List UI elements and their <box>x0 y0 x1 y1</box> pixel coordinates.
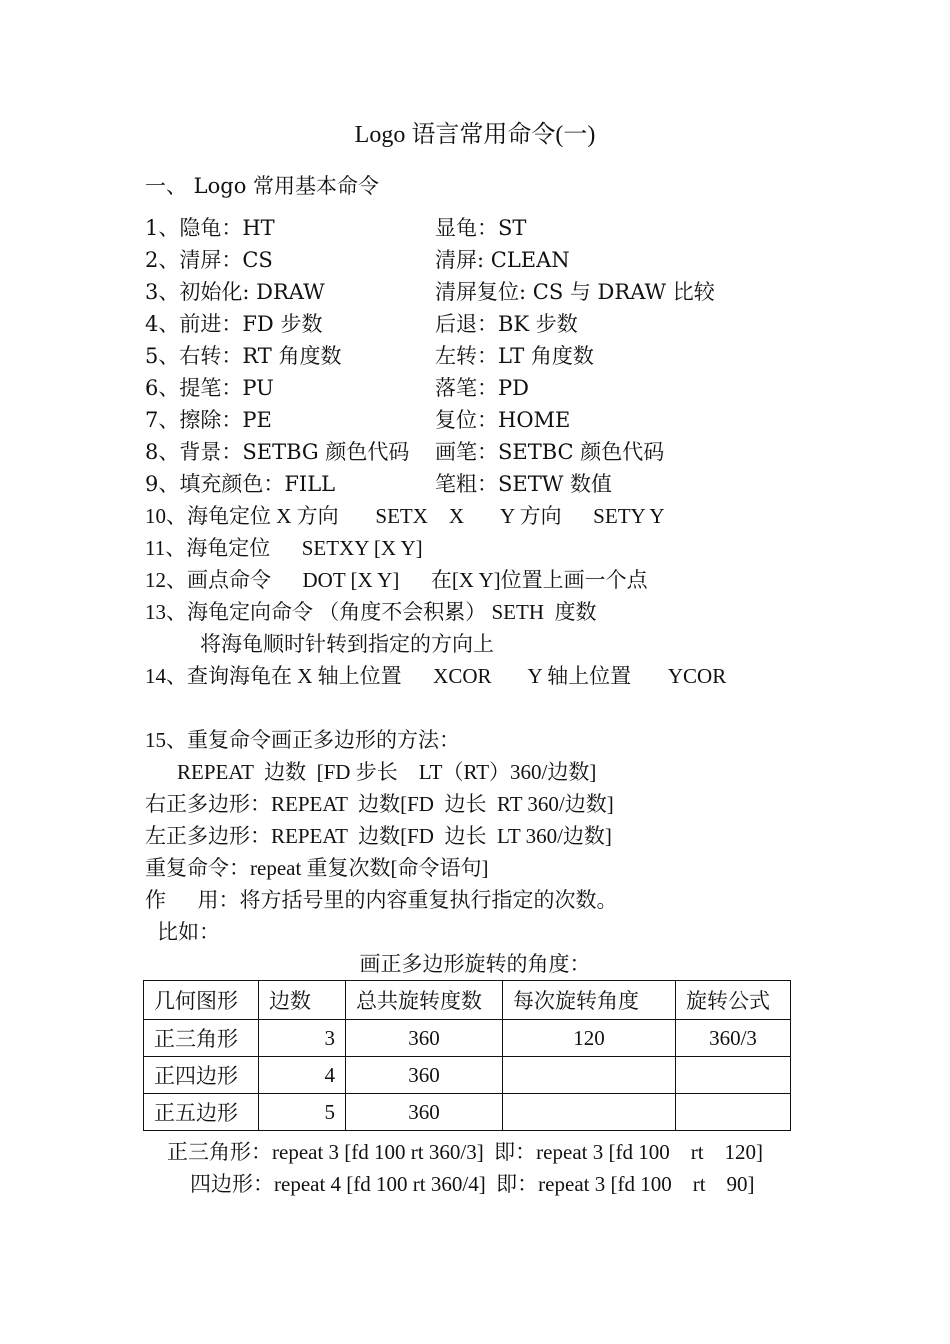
command-left-7: 7、擦除：PE <box>145 408 272 432</box>
command-item-13-note: 将海龟顺时针转到指定的方向上 <box>200 632 494 656</box>
table-cell <box>503 1057 676 1094</box>
command-right-7: 复位：HOME <box>435 408 571 432</box>
repeat-command-line: 重复命令：repeat 重复次数[命令语句] <box>145 856 489 880</box>
command-left-9: 9、填充颜色：FILL <box>145 472 336 496</box>
command-right-1: 显龟：ST <box>435 216 527 240</box>
table-header-cell: 总共旋转度数 <box>346 981 503 1020</box>
command-right-2: 清屏: CLEAN <box>435 248 570 272</box>
table-cell: 120 <box>503 1020 676 1057</box>
example-square: 四边形：repeat 4 [fd 100 rt 360/4] 即：repeat 3 [fd 100 rt 90] <box>190 1172 755 1196</box>
command-item-13: 13、海龟定向命令 （角度不会积累） SETH 度数 <box>145 600 597 624</box>
command-right-5: 左转：LT 角度数 <box>435 344 594 368</box>
command-left-8: 8、背景：SETBG 颜色代码 <box>145 440 410 464</box>
page-title: Logo 语言常用命令(一) <box>354 122 596 148</box>
table-cell: 360 <box>346 1094 503 1131</box>
table-cell <box>503 1094 676 1131</box>
table-row <box>144 1020 791 1057</box>
table-cell: 3 <box>259 1020 346 1057</box>
right-polygon-line: 右正多边形：REPEAT 边数[FD 边长 RT 360/边数] <box>145 792 614 816</box>
table-header-cell: 边数 <box>259 981 346 1020</box>
table-row <box>144 1094 791 1131</box>
example-label: 比如： <box>157 920 220 944</box>
command-right-8: 画笔：SETBC 颜色代码 <box>435 440 665 464</box>
left-polygon-line: 左正多边形：REPEAT 边数[FD 边长 LT 360/边数] <box>145 824 612 848</box>
table-cell: 正三角形 <box>144 1020 259 1057</box>
section-heading: 一、 Logo 常用基本命令 <box>145 174 380 198</box>
rotation-table <box>143 980 791 1131</box>
command-left-1: 1、隐龟：HT <box>145 216 275 240</box>
command-right-9: 笔粗：SETW 数值 <box>435 472 612 496</box>
table-header-cell: 旋转公式 <box>676 981 791 1020</box>
command-right-3: 清屏复位: CS 与 DRAW 比较 <box>435 280 715 304</box>
table-row <box>144 1057 791 1094</box>
table-cell <box>676 1057 791 1094</box>
table-cell: 360/3 <box>676 1020 791 1057</box>
table-caption: 画正多边形旋转的角度： <box>359 952 591 976</box>
command-right-4: 后退：BK 步数 <box>435 312 578 336</box>
repeat-syntax: REPEAT 边数 [FD 步长 LT（RT）360/边数] <box>177 760 597 784</box>
table-cell: 5 <box>259 1094 346 1131</box>
purpose-line: 作 用：将方括号里的内容重复执行指定的次数。 <box>145 888 618 912</box>
command-left-3: 3、初始化: DRAW <box>145 280 325 304</box>
command-left-6: 6、提笔：PU <box>145 376 274 400</box>
command-right-6: 落笔：PD <box>435 376 529 400</box>
table-header-cell: 每次旋转角度 <box>503 981 676 1020</box>
command-item-12: 12、画点命令 DOT [X Y] 在[X Y]位置上画一个点 <box>145 568 648 592</box>
table-cell: 正四边形 <box>144 1057 259 1094</box>
command-left-5: 5、右转：RT 角度数 <box>145 344 342 368</box>
table-header-row <box>144 981 791 1020</box>
command-item-14: 14、查询海龟在 X 轴上位置 XCOR Y 轴上位置 YCOR <box>145 664 727 688</box>
command-item-10: 10、海龟定位 X 方向 SETX X Y 方向 SETY Y <box>145 504 665 528</box>
command-item-11: 11、海龟定位 SETXY [X Y] <box>145 536 423 560</box>
table-cell: 360 <box>346 1057 503 1094</box>
command-left-4: 4、前进：FD 步数 <box>145 312 323 336</box>
table-cell: 4 <box>259 1057 346 1094</box>
command-item-15: 15、重复命令画正多边形的方法： <box>145 728 460 752</box>
table-header-cell: 几何图形 <box>144 981 259 1020</box>
table-cell: 正五边形 <box>144 1094 259 1131</box>
command-left-2: 2、清屏：CS <box>145 248 273 272</box>
table-cell: 360 <box>346 1020 503 1057</box>
table-cell <box>676 1094 791 1131</box>
example-triangle: 正三角形：repeat 3 [fd 100 rt 360/3] 即：repeat 3 [fd 100 rt 120] <box>167 1140 764 1164</box>
